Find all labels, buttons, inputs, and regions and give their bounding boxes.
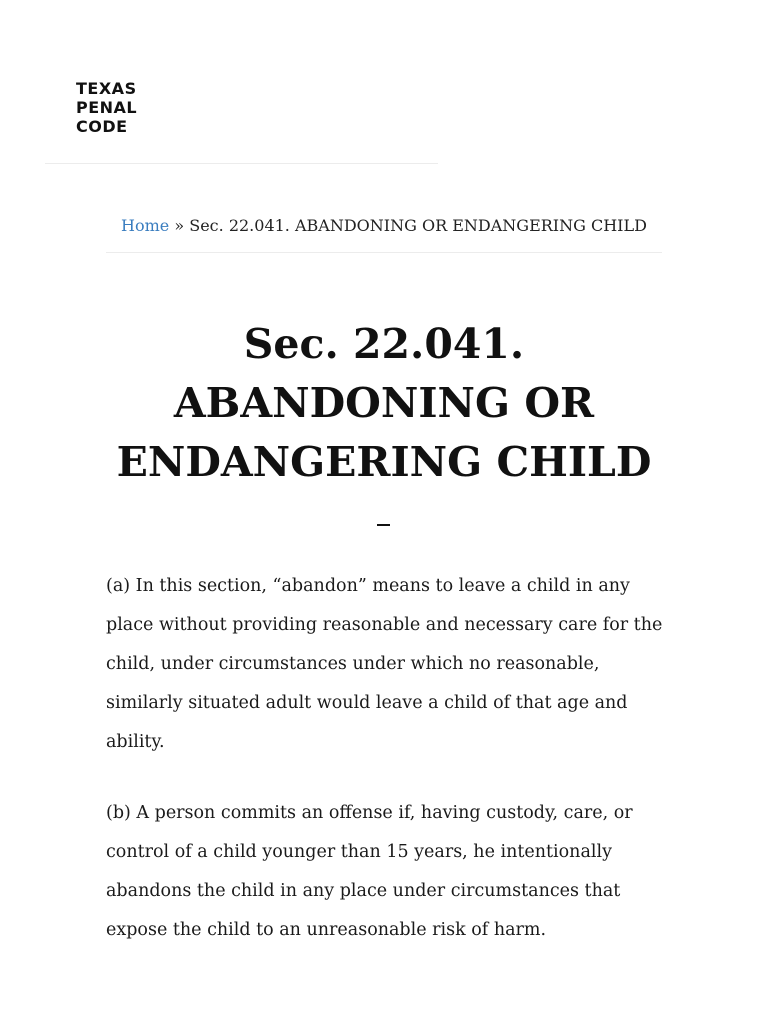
page-title: Sec. 22.041. ABANDONING OR ENDANGERING CHILD	[116, 320, 652, 486]
breadcrumb	[106, 204, 662, 253]
title-divider	[377, 524, 390, 526]
breadcrumb-home-link[interactable]: Home	[121, 216, 170, 235]
breadcrumb-separator: »	[169, 216, 190, 235]
site-header	[45, 0, 438, 164]
paragraph-a: (a) In this section, “abandon” means to leave a child in any place without providing reasonable and necessary care for the child, under circumstances under which no reasonable, similarly situated adult would leave a child of that age and ability.	[106, 576, 663, 752]
site-logo[interactable]: TEXAS PENAL CODE	[76, 79, 138, 136]
article-body	[106, 567, 674, 982]
paragraph-b: (b) A person commits an offense if, having custody, care, or control of a child younger than 15 years, he intentionally abandons the child in any place under circumstances that expose the child to an unreasonable risk of harm.	[106, 803, 633, 940]
breadcrumb-current: Sec. 22.041. ABANDONING OR ENDANGERING CHILD	[189, 216, 647, 235]
